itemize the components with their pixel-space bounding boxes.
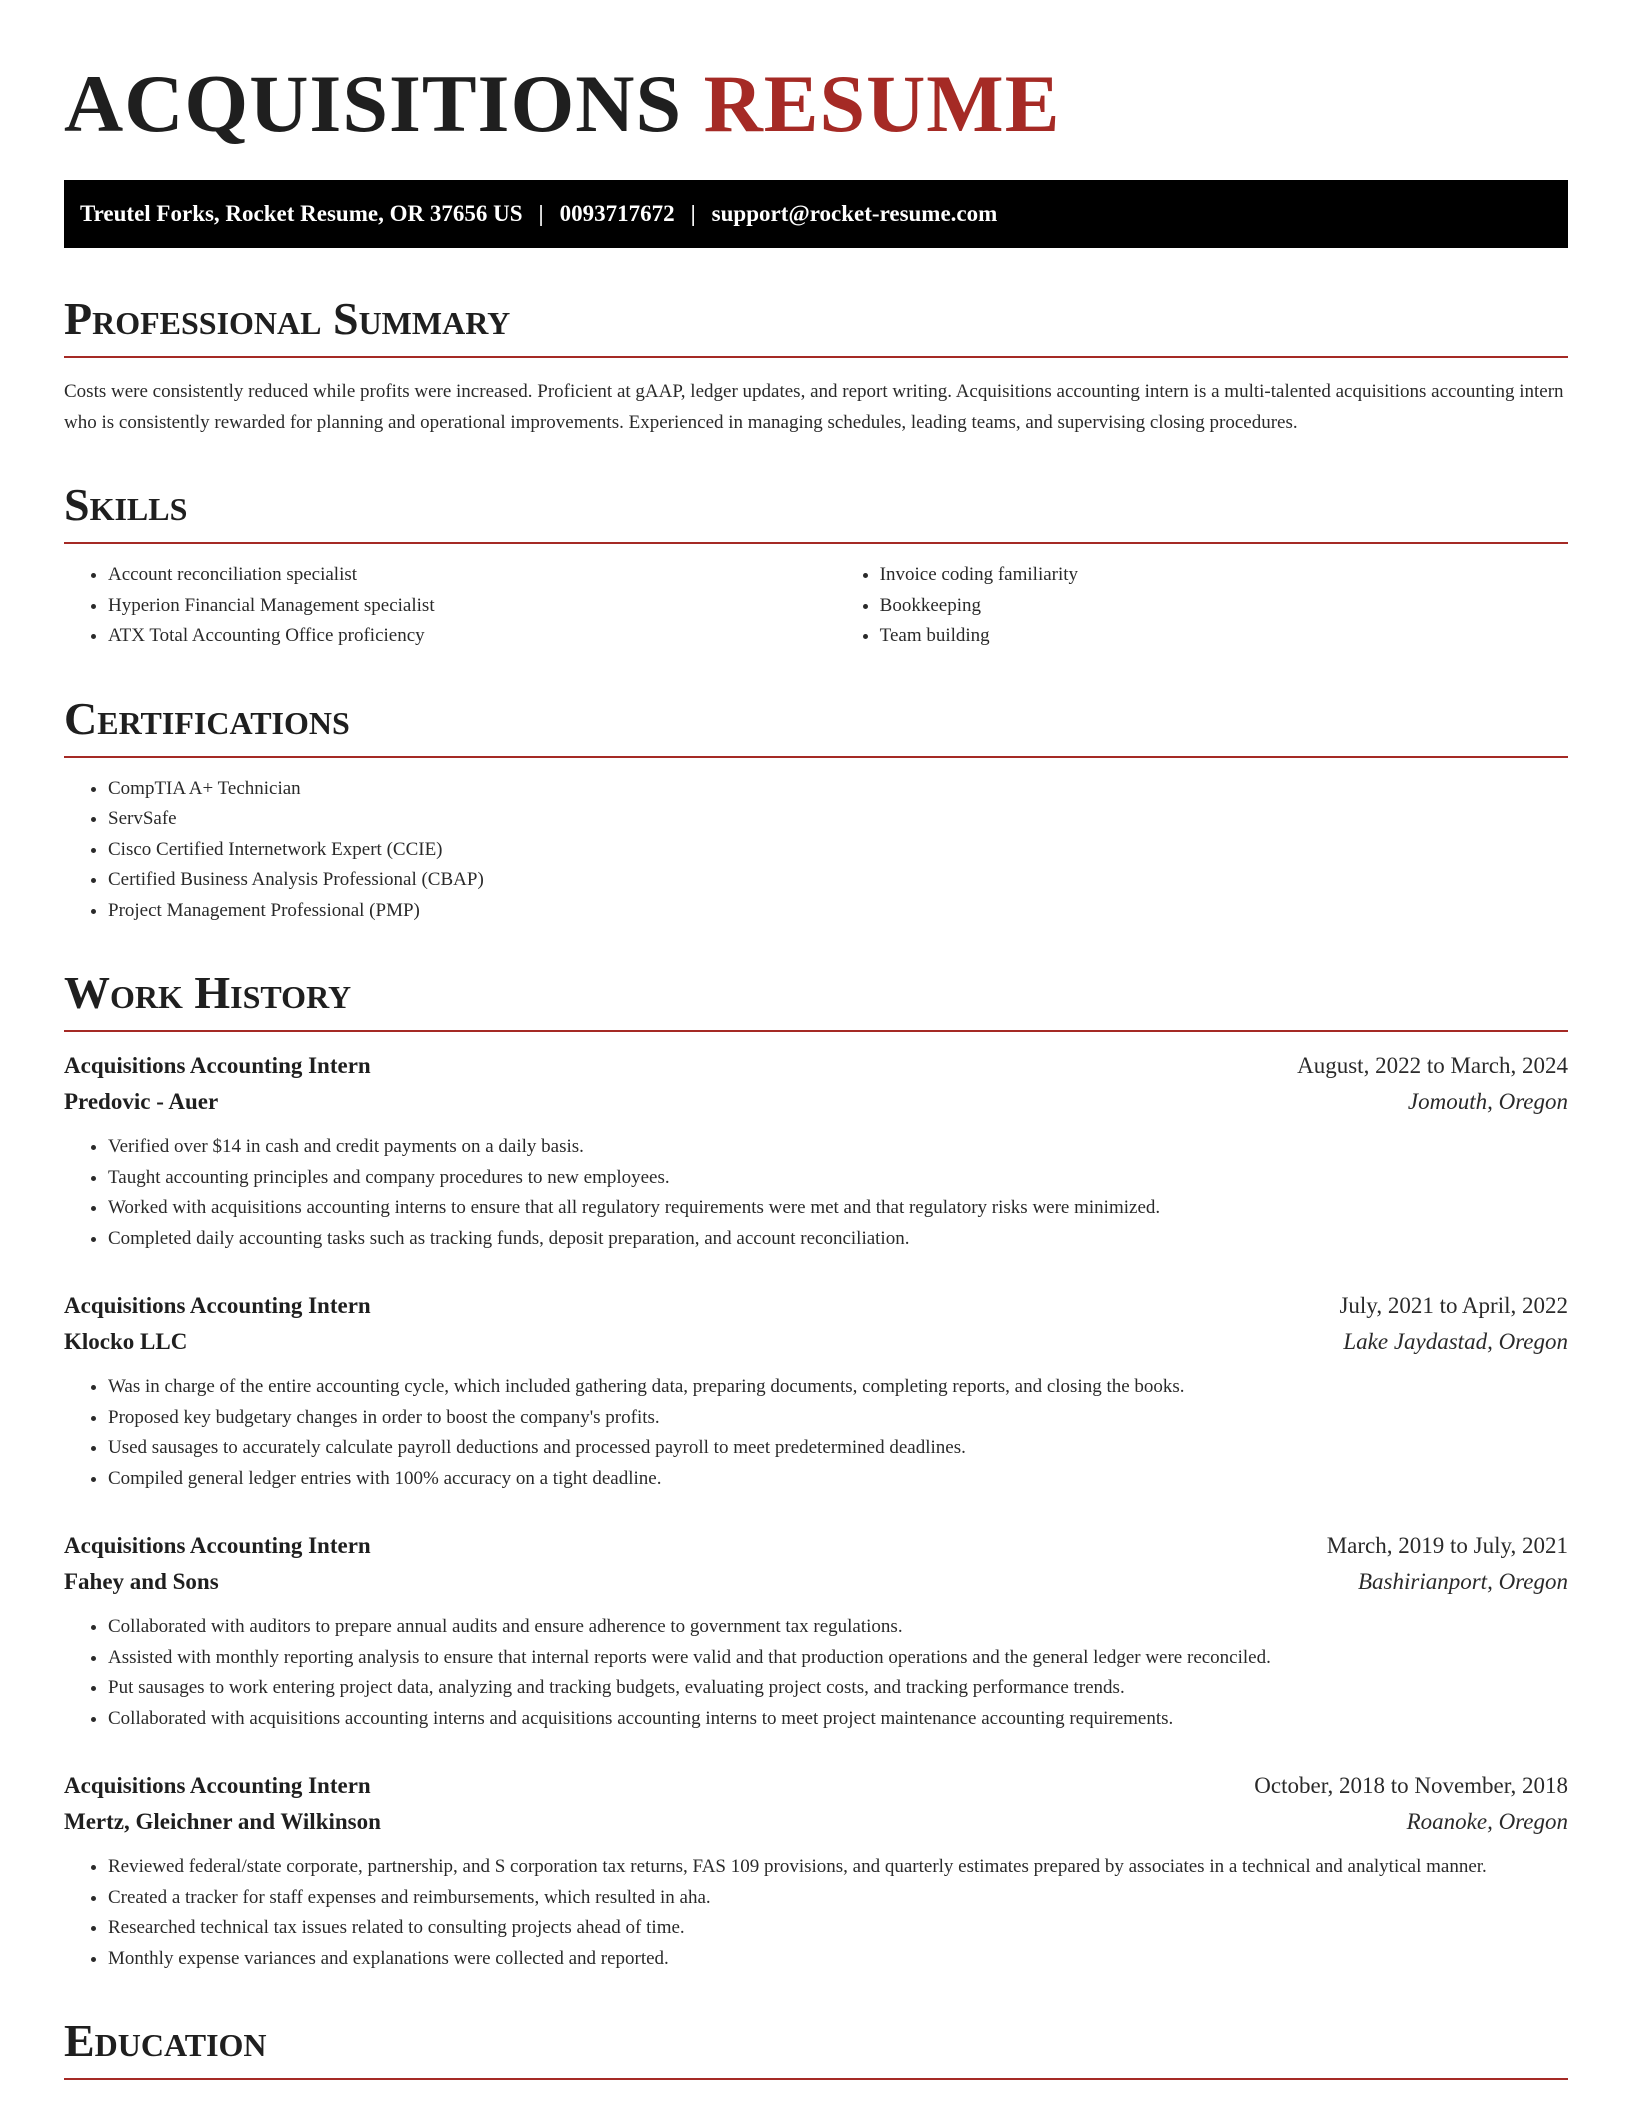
job-bullet: • Completed daily accounting tasks such as tracking funds, deposit preparation, and account reconciliation. (108, 1224, 1568, 1255)
job-company-row (64, 1084, 1568, 1120)
certification-item: • CompTIA A+ Technician (108, 774, 1568, 805)
work-history-section (64, 968, 1568, 1974)
skill-item: • Account reconciliation specialist (108, 560, 836, 591)
job-bullet: • Monthly expense variances and explanations were collected and reported. (108, 1944, 1568, 1975)
job-company: Klocko LLC (64, 1329, 188, 1354)
job-entry (64, 1048, 1568, 1254)
certification-item: • Project Management Professional (PMP) (108, 896, 1568, 927)
job-bullet: • Assisted with monthly reporting analysis to ensure that internal reports were valid and that production operations and the general ledger were reconciled. (108, 1643, 1568, 1674)
job-bullets (64, 1132, 1568, 1254)
job-bullet: • Taught accounting principles and company procedures to new employees. (108, 1163, 1568, 1194)
job-location: Jomouth, Oregon (1407, 1089, 1568, 1114)
summary-section (64, 294, 1568, 438)
skills-heading: Skills (64, 480, 1568, 544)
job-bullet: • Reviewed federal/state corporate, partnership, and S corporation tax returns, FAS 109 provisions, and quarterly estimates prepared by associates in a technical and analytical manner. (108, 1852, 1568, 1883)
job-company: Predovic - Auer (64, 1089, 219, 1114)
skills-column-1 (64, 560, 836, 652)
skills-section (64, 480, 1568, 652)
job-title: Acquisitions Accounting Intern (64, 1293, 371, 1318)
job-location: Lake Jaydastad, Oregon (1343, 1329, 1568, 1354)
job-company: Fahey and Sons (64, 1569, 219, 1594)
skill-item: • Bookkeeping (880, 591, 1568, 622)
job-entry (64, 1528, 1568, 1734)
job-bullet: • Used sausages to accurately calculate payroll deductions and processed payroll to meet predetermined deadlines. (108, 1433, 1568, 1464)
job-header-row (64, 1768, 1568, 1804)
skill-item: • Team building (880, 621, 1568, 652)
job-bullets (64, 1852, 1568, 1974)
job-title: Acquisitions Accounting Intern (64, 1053, 371, 1078)
job-entry (64, 1288, 1568, 1494)
job-company: Mertz, Gleichner and Wilkinson (64, 1809, 381, 1834)
job-dates: August, 2022 to March, 2024 (1297, 1053, 1568, 1078)
certifications-heading: Certifications (64, 694, 1568, 758)
job-bullet: • Put sausages to work entering project data, analyzing and tracking budgets, evaluating project costs, and tracking performance trends. (108, 1673, 1568, 1704)
skill-item: • Invoice coding familiarity (880, 560, 1568, 591)
job-entry (64, 1768, 1568, 1974)
job-bullet: • Compiled general ledger entries with 100% accuracy on a tight deadline. (108, 1464, 1568, 1495)
certifications-list (64, 774, 1568, 927)
job-bullets (64, 1612, 1568, 1734)
job-bullet: • Created a tracker for staff expenses and reimbursements, which resulted in aha. (108, 1883, 1568, 1914)
job-dates: October, 2018 to November, 2018 (1254, 1773, 1568, 1798)
contact-bar (64, 180, 1568, 248)
contact-email: support@rocket-resume.com (711, 201, 998, 226)
work-history-heading: Work History (64, 968, 1568, 1032)
job-bullet: • Was in charge of the entire accounting cycle, which included gathering data, preparing documents, completing reports, and closing the books. (108, 1372, 1568, 1403)
certification-item: • ServSafe (108, 804, 1568, 835)
title-accent: RESUME (703, 58, 1061, 149)
job-bullet: • Proposed key budgetary changes in order to boost the company's profits. (108, 1403, 1568, 1434)
contact-phone: 0093717672 (559, 201, 675, 226)
job-title: Acquisitions Accounting Intern (64, 1533, 371, 1558)
skills-grid (64, 544, 1568, 652)
job-title: Acquisitions Accounting Intern (64, 1773, 371, 1798)
contact-address: Treutel Forks, Rocket Resume, OR 37656 US (80, 201, 523, 226)
job-location: Bashirianport, Oregon (1358, 1569, 1568, 1594)
job-bullet: • Verified over $14 in cash and credit payments on a daily basis. (108, 1132, 1568, 1163)
job-bullet: • Researched technical tax issues related to consulting projects ahead of time. (108, 1913, 1568, 1944)
job-bullets (64, 1372, 1568, 1494)
job-bullet: • Collaborated with auditors to prepare annual audits and ensure adherence to government tax regulations. (108, 1612, 1568, 1643)
resume-title (64, 0, 1568, 152)
job-dates: July, 2021 to April, 2022 (1339, 1293, 1568, 1318)
job-bullet: • Collaborated with acquisitions accounting interns and acquisitions accounting interns to meet project maintenance accounting requirements. (108, 1704, 1568, 1735)
job-company-row (64, 1804, 1568, 1840)
job-header-row (64, 1528, 1568, 1564)
job-company-row (64, 1324, 1568, 1360)
resume-page (64, 0, 1568, 2080)
certification-item: • Certified Business Analysis Professional (CBAP) (108, 865, 1568, 896)
contact-separator: | (690, 201, 696, 226)
job-company-row (64, 1564, 1568, 1600)
job-header-row (64, 1048, 1568, 1084)
certifications-section (64, 694, 1568, 927)
skill-item: • ATX Total Accounting Office proficiency (108, 621, 836, 652)
certification-item: • Cisco Certified Internetwork Expert (CCIE) (108, 835, 1568, 866)
skills-column-2 (836, 560, 1568, 652)
summary-text: Costs were consistently reduced while profits were increased. Proficient at gAAP, ledger updates, and report writing. Acquisitions accounting intern is a multi-talented acquisitions accounting intern who is consistently rewarded for planning and operational improvements. Experienced in managing schedules, leading teams, and supervising closing procedures. (64, 381, 1564, 433)
job-location: Roanoke, Oregon (1406, 1809, 1568, 1834)
job-bullet: • Worked with acquisitions accounting interns to ensure that all regulatory requirements were met and that regulatory risks were minimized. (108, 1193, 1568, 1224)
summary-heading: Professional Summary (64, 294, 1568, 358)
skill-item: • Hyperion Financial Management specialist (108, 591, 836, 622)
contact-separator: | (538, 201, 544, 226)
education-heading: Education (64, 2016, 1568, 2080)
education-section (64, 2016, 1568, 2080)
job-dates: March, 2019 to July, 2021 (1326, 1533, 1568, 1558)
job-header-row (64, 1288, 1568, 1324)
title-main: ACQUISITIONS (64, 58, 683, 149)
